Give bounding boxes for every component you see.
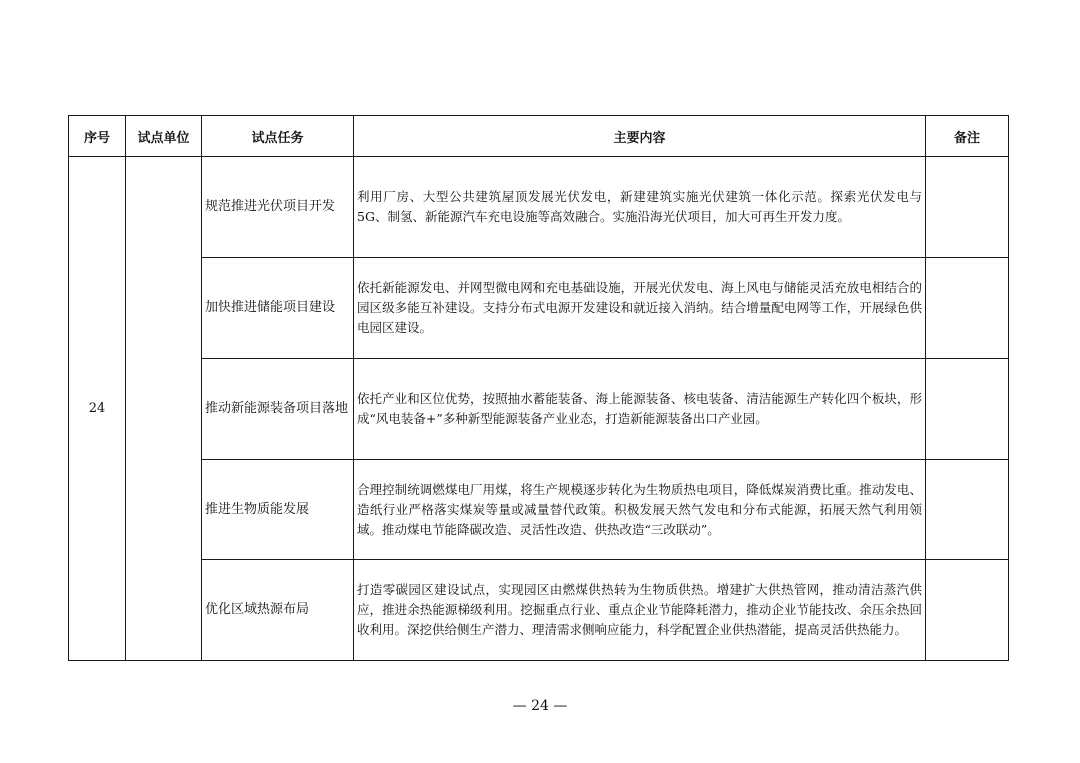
pilot-task-table — [68, 115, 1009, 661]
header-serial: 序号 — [69, 116, 126, 157]
content-cell: 利用厂房、大型公共建筑屋顶发展光伏发电，新建建筑实施光伏建筑一体化示范。探索光伏发电与5G、制氢、新能源汽车充电设施等高效融合。实施沿海光伏项目，加大可再生开发力度。 — [354, 157, 926, 258]
content-cell: 依托产业和区位优势，按照抽水蓄能装备、海上能源装备、核电装备、清洁能源生产转化四个板块，形成“风电装备+”多种新型能源装备产业业态，打造新能源装备出口产业园。 — [354, 359, 926, 460]
header-pilot-task: 试点任务 — [202, 116, 354, 157]
content-cell: 合理控制统调燃煤电厂用煤，将生产规模逐步转化为生物质热电项目，降低煤炭消费比重。推动发电、造纸行业严格落实煤炭等量或减量替代政策。积极发展天然气发电和分布式能源，拓展天然气利用领域。推动煤电节能降碳改造、灵活性改造、供热改造“三改联动”。 — [354, 460, 926, 560]
note-cell — [926, 157, 1009, 258]
header-main-content: 主要内容 — [354, 116, 926, 157]
task-cell: 推动新能源装备项目落地 — [202, 359, 354, 460]
table-header-row — [69, 116, 1009, 157]
header-notes: 备注 — [926, 116, 1009, 157]
page-number: — 24 — — [512, 698, 568, 714]
task-cell: 推进生物质能发展 — [202, 460, 354, 560]
task-cell: 加快推进储能项目建设 — [202, 258, 354, 359]
note-cell — [926, 258, 1009, 359]
pilot-unit-cell — [126, 157, 202, 661]
note-cell — [926, 460, 1009, 560]
note-cell — [926, 359, 1009, 460]
serial-number-cell: 24 — [69, 157, 126, 661]
content-cell: 依托新能源发电、并网型微电网和充电基础设施，开展光伏发电、海上风电与储能灵活充放电相结合的园区级多能互补建设。支持分布式电源开发建设和就近接入消纳。结合增量配电网等工作，开展绿色供电园区建设。 — [354, 258, 926, 359]
task-cell: 优化区域热源布局 — [202, 560, 354, 661]
table-row — [69, 460, 1009, 560]
task-cell: 规范推进光伏项目开发 — [202, 157, 354, 258]
table-row — [69, 359, 1009, 460]
table-row — [69, 258, 1009, 359]
table-row — [69, 157, 1009, 258]
note-cell — [926, 560, 1009, 661]
header-pilot-unit: 试点单位 — [126, 116, 202, 157]
content-cell: 打造零碳园区建设试点，实现园区由燃煤供热转为生物质供热。增建扩大供热管网，推动清洁蒸汽供应，推进余热能源梯级利用。挖掘重点行业、重点企业节能降耗潜力，推动企业节能技改、余压余热回收利用。深挖供给侧生产潜力、理清需求侧响应能力，科学配置企业供热潜能，提高灵活供热能力。 — [354, 560, 926, 661]
table-row — [69, 560, 1009, 661]
